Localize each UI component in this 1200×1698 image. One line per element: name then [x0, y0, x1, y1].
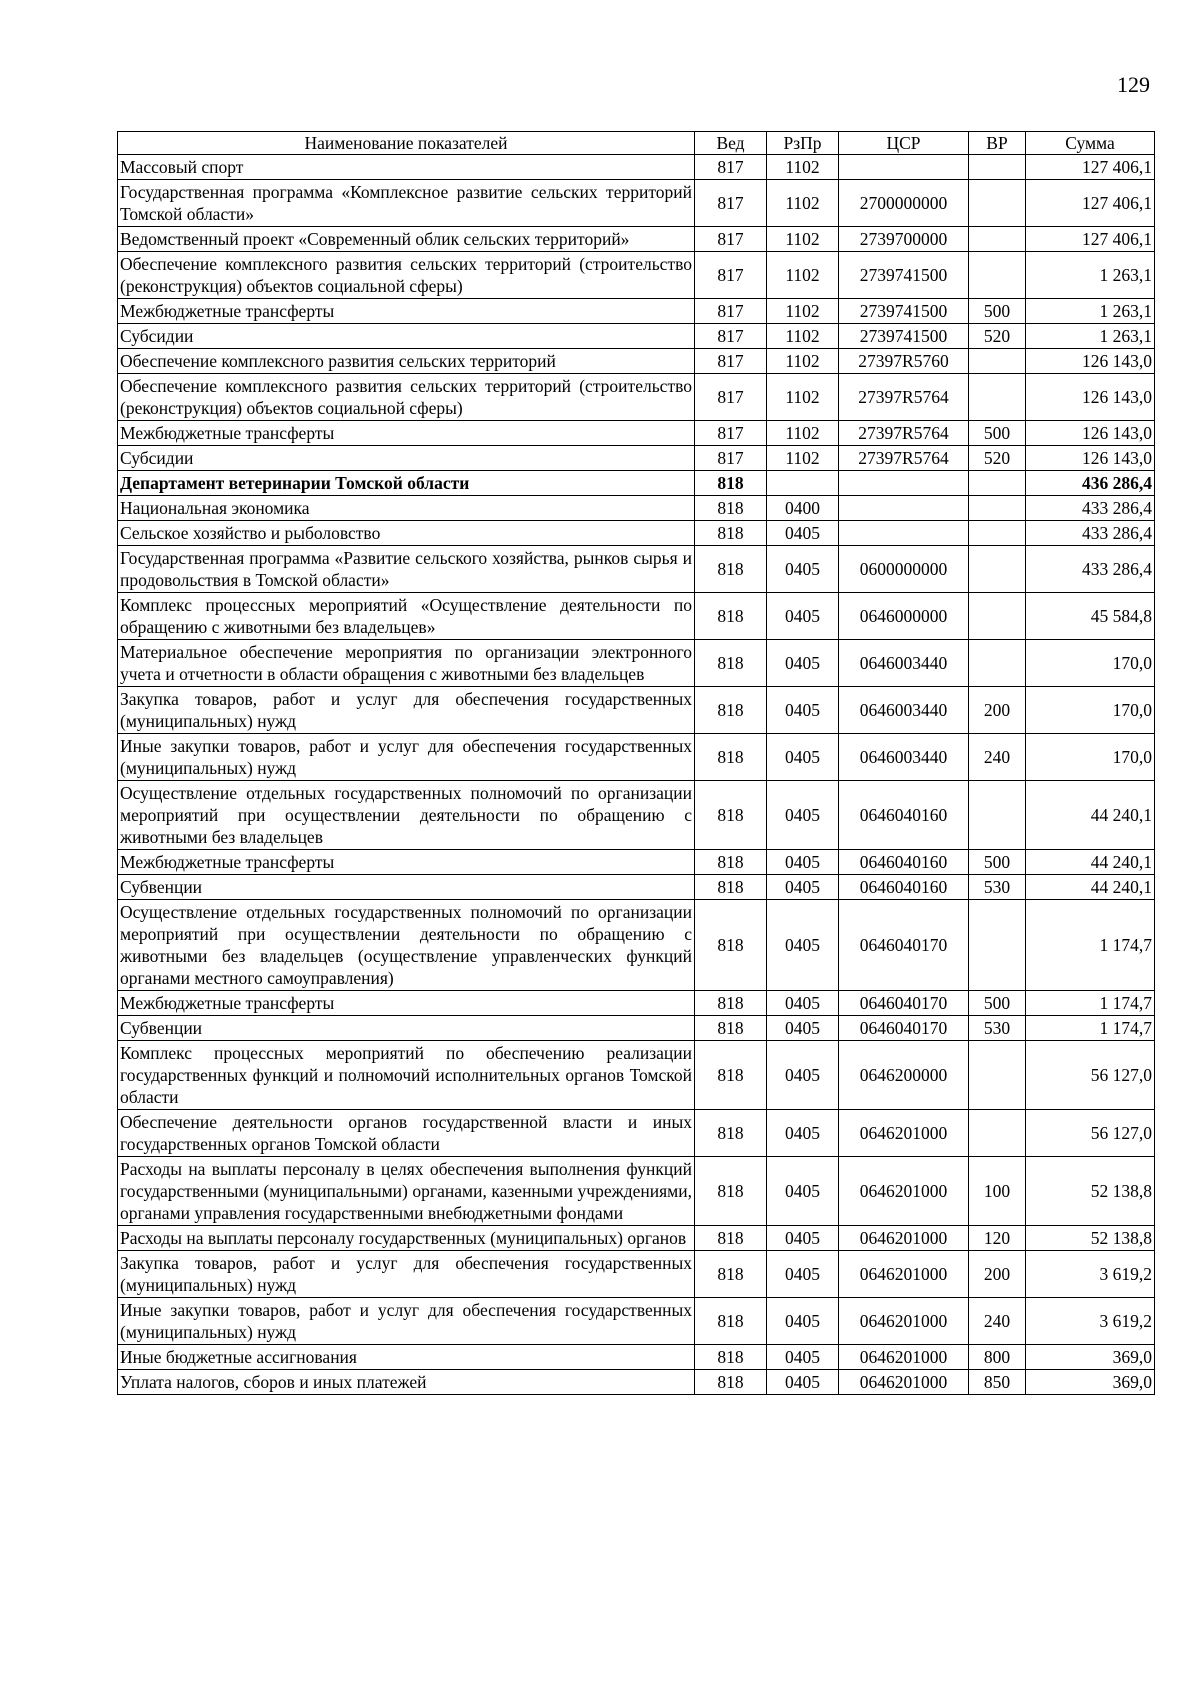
cell-rzpr: 0405 — [767, 1370, 839, 1395]
cell-csr: 27397R5760 — [839, 349, 969, 374]
cell-rzpr: 1102 — [767, 155, 839, 180]
cell-name: Обеспечение деятельности органов государственной власти и иных государственных органов Томской области — [118, 1110, 695, 1157]
table-row — [118, 496, 1155, 521]
cell-vr: 500 — [969, 991, 1026, 1016]
budget-table — [117, 131, 1155, 1395]
cell-name: Обеспечение комплексного развития сельских территорий — [118, 349, 695, 374]
cell-vr: 240 — [969, 1298, 1026, 1345]
table-row — [118, 991, 1155, 1016]
cell-rzpr: 1102 — [767, 180, 839, 227]
cell-vr: 200 — [969, 687, 1026, 734]
cell-sum: 170,0 — [1026, 640, 1155, 687]
cell-rzpr: 0405 — [767, 1041, 839, 1110]
cell-vr: 100 — [969, 1157, 1026, 1226]
cell-rzpr: 1102 — [767, 421, 839, 446]
cell-sum: 52 138,8 — [1026, 1226, 1155, 1251]
cell-ved: 818 — [695, 521, 767, 546]
cell-sum: 127 406,1 — [1026, 227, 1155, 252]
cell-rzpr: 0405 — [767, 593, 839, 640]
table-row — [118, 521, 1155, 546]
table-row — [118, 227, 1155, 252]
cell-name: Осуществление отдельных государственных полномочий по организации мероприятий при осуществлении деятельности по обращению с животными без владельцев (осуществление управленческих функций органами местного самоуправления) — [118, 900, 695, 991]
table-row — [118, 900, 1155, 991]
table-row — [118, 180, 1155, 227]
cell-csr: 0646040170 — [839, 900, 969, 991]
table-row — [118, 875, 1155, 900]
cell-ved: 818 — [695, 850, 767, 875]
cell-name: Национальная экономика — [118, 496, 695, 521]
table-row — [118, 1251, 1155, 1298]
column-header-name: Наименование показателей — [118, 132, 695, 155]
cell-csr: 0646201000 — [839, 1157, 969, 1226]
cell-rzpr: 0405 — [767, 1345, 839, 1370]
cell-ved: 818 — [695, 1226, 767, 1251]
cell-sum: 3 619,2 — [1026, 1298, 1155, 1345]
cell-csr: 0646201000 — [839, 1370, 969, 1395]
cell-rzpr: 1102 — [767, 227, 839, 252]
cell-name: Закупка товаров, работ и услуг для обеспечения государственных (муниципальных) нужд — [118, 1251, 695, 1298]
cell-ved: 817 — [695, 227, 767, 252]
cell-ved: 818 — [695, 1041, 767, 1110]
cell-vr: 800 — [969, 1345, 1026, 1370]
column-header-csr: ЦСР — [839, 132, 969, 155]
cell-name: Ведомственный проект «Современный облик сельских территорий» — [118, 227, 695, 252]
table-row — [118, 593, 1155, 640]
cell-name: Материальное обеспечение мероприятия по организации электронного учета и отчетности в области обращения с животными без владельцев — [118, 640, 695, 687]
cell-ved: 817 — [695, 446, 767, 471]
cell-name: Субвенции — [118, 875, 695, 900]
cell-rzpr: 1102 — [767, 324, 839, 349]
cell-vr — [969, 640, 1026, 687]
cell-sum: 1 174,7 — [1026, 1016, 1155, 1041]
cell-ved: 817 — [695, 252, 767, 299]
cell-sum: 52 138,8 — [1026, 1157, 1155, 1226]
table-row — [118, 687, 1155, 734]
column-header-sum: Сумма — [1026, 132, 1155, 155]
cell-rzpr: 0405 — [767, 1298, 839, 1345]
cell-csr: 27397R5764 — [839, 421, 969, 446]
cell-name: Департамент ветеринарии Томской области — [118, 471, 695, 496]
column-header-rzpr: РзПр — [767, 132, 839, 155]
cell-sum: 1 263,1 — [1026, 299, 1155, 324]
table-row — [118, 546, 1155, 593]
cell-rzpr: 0405 — [767, 875, 839, 900]
cell-rzpr: 0405 — [767, 640, 839, 687]
cell-name: Субсидии — [118, 446, 695, 471]
cell-vr — [969, 349, 1026, 374]
table-row — [118, 446, 1155, 471]
cell-csr: 0646201000 — [839, 1345, 969, 1370]
cell-vr: 520 — [969, 324, 1026, 349]
cell-csr: 2739741500 — [839, 324, 969, 349]
cell-rzpr: 0405 — [767, 1226, 839, 1251]
cell-rzpr — [767, 471, 839, 496]
cell-name: Межбюджетные трансферты — [118, 421, 695, 446]
cell-name: Закупка товаров, работ и услуг для обеспечения государственных (муниципальных) нужд — [118, 687, 695, 734]
cell-ved: 818 — [695, 1157, 767, 1226]
cell-csr: 0646003440 — [839, 687, 969, 734]
cell-vr — [969, 374, 1026, 421]
cell-vr — [969, 1110, 1026, 1157]
cell-ved: 817 — [695, 324, 767, 349]
cell-vr — [969, 900, 1026, 991]
cell-sum: 44 240,1 — [1026, 875, 1155, 900]
table-row — [118, 781, 1155, 850]
cell-csr: 27397R5764 — [839, 374, 969, 421]
cell-ved: 817 — [695, 299, 767, 324]
cell-sum: 126 143,0 — [1026, 446, 1155, 471]
cell-csr — [839, 521, 969, 546]
cell-name: Осуществление отдельных государственных полномочий по организации мероприятий при осуществлении деятельности по обращению с животными без владельцев — [118, 781, 695, 850]
table-header-row — [118, 132, 1155, 155]
cell-csr: 0646040160 — [839, 850, 969, 875]
cell-rzpr: 1102 — [767, 446, 839, 471]
cell-name: Уплата налогов, сборов и иных платежей — [118, 1370, 695, 1395]
cell-name: Обеспечение комплексного развития сельских территорий (строительство (реконструкция) объектов социальной сферы) — [118, 252, 695, 299]
cell-rzpr: 0405 — [767, 546, 839, 593]
cell-csr — [839, 471, 969, 496]
cell-vr — [969, 781, 1026, 850]
cell-name: Межбюджетные трансферты — [118, 991, 695, 1016]
cell-vr — [969, 593, 1026, 640]
cell-name: Комплекс процессных мероприятий по обеспечению реализации государственных функций и полномочий исполнительных органов Томской области — [118, 1041, 695, 1110]
table-row — [118, 374, 1155, 421]
cell-sum: 369,0 — [1026, 1370, 1155, 1395]
cell-rzpr: 0405 — [767, 1110, 839, 1157]
cell-csr: 0646040170 — [839, 991, 969, 1016]
cell-csr: 0646040160 — [839, 781, 969, 850]
cell-sum: 1 263,1 — [1026, 324, 1155, 349]
cell-name: Государственная программа «Комплексное развитие сельских территорий Томской области» — [118, 180, 695, 227]
cell-vr — [969, 546, 1026, 593]
column-header-ved: Вед — [695, 132, 767, 155]
cell-rzpr: 1102 — [767, 299, 839, 324]
cell-ved: 818 — [695, 1298, 767, 1345]
table-row — [118, 421, 1155, 446]
cell-name: Обеспечение комплексного развития сельских территорий (строительство (реконструкция) объектов социальной сферы) — [118, 374, 695, 421]
cell-rzpr: 0405 — [767, 991, 839, 1016]
cell-csr: 2700000000 — [839, 180, 969, 227]
cell-vr: 200 — [969, 1251, 1026, 1298]
cell-ved: 818 — [695, 640, 767, 687]
cell-ved: 817 — [695, 155, 767, 180]
cell-ved: 818 — [695, 471, 767, 496]
table-row — [118, 252, 1155, 299]
cell-sum: 369,0 — [1026, 1345, 1155, 1370]
cell-vr: 240 — [969, 734, 1026, 781]
cell-rzpr: 0405 — [767, 1016, 839, 1041]
cell-ved: 818 — [695, 900, 767, 991]
cell-sum: 433 286,4 — [1026, 496, 1155, 521]
cell-sum: 56 127,0 — [1026, 1041, 1155, 1110]
cell-sum: 1 174,7 — [1026, 991, 1155, 1016]
cell-rzpr: 1102 — [767, 374, 839, 421]
cell-sum: 126 143,0 — [1026, 349, 1155, 374]
cell-csr: 0646040170 — [839, 1016, 969, 1041]
table-row — [118, 299, 1155, 324]
column-header-vr: ВР — [969, 132, 1026, 155]
cell-name: Комплекс процессных мероприятий «Осуществление деятельности по обращению с животными без владельцев» — [118, 593, 695, 640]
table-row — [118, 324, 1155, 349]
table-row — [118, 1226, 1155, 1251]
cell-rzpr: 0405 — [767, 1157, 839, 1226]
cell-csr: 0646201000 — [839, 1298, 969, 1345]
cell-ved: 818 — [695, 1110, 767, 1157]
cell-rzpr: 0405 — [767, 900, 839, 991]
cell-sum: 170,0 — [1026, 734, 1155, 781]
cell-ved: 818 — [695, 875, 767, 900]
cell-sum: 433 286,4 — [1026, 546, 1155, 593]
table-row — [118, 155, 1155, 180]
cell-name: Сельское хозяйство и рыболовство — [118, 521, 695, 546]
cell-csr — [839, 496, 969, 521]
cell-name: Иные бюджетные ассигнования — [118, 1345, 695, 1370]
cell-csr: 0646003440 — [839, 640, 969, 687]
cell-csr: 0646040160 — [839, 875, 969, 900]
cell-csr: 0600000000 — [839, 546, 969, 593]
cell-name: Субсидии — [118, 324, 695, 349]
cell-ved: 818 — [695, 734, 767, 781]
cell-vr — [969, 471, 1026, 496]
cell-ved: 818 — [695, 546, 767, 593]
cell-name: Межбюджетные трансферты — [118, 850, 695, 875]
cell-vr — [969, 252, 1026, 299]
cell-ved: 817 — [695, 421, 767, 446]
table-row — [118, 1345, 1155, 1370]
cell-sum: 44 240,1 — [1026, 850, 1155, 875]
cell-csr: 0646000000 — [839, 593, 969, 640]
cell-vr — [969, 521, 1026, 546]
cell-vr — [969, 155, 1026, 180]
table-row — [118, 471, 1155, 496]
cell-vr — [969, 496, 1026, 521]
cell-rzpr: 0405 — [767, 521, 839, 546]
cell-ved: 818 — [695, 1345, 767, 1370]
cell-csr: 2739741500 — [839, 299, 969, 324]
cell-csr: 2739700000 — [839, 227, 969, 252]
cell-csr: 0646201000 — [839, 1251, 969, 1298]
cell-csr: 27397R5764 — [839, 446, 969, 471]
page-number: 129 — [1117, 72, 1150, 97]
cell-ved: 817 — [695, 180, 767, 227]
cell-ved: 818 — [695, 781, 767, 850]
cell-sum: 170,0 — [1026, 687, 1155, 734]
cell-csr: 0646003440 — [839, 734, 969, 781]
cell-rzpr: 0405 — [767, 850, 839, 875]
cell-sum: 45 584,8 — [1026, 593, 1155, 640]
cell-name: Расходы на выплаты персоналу в целях обеспечения выполнения функций государственными (муниципальными) органами, казенными учреждениями, органами управления государственными внебюджетными фондами — [118, 1157, 695, 1226]
cell-sum: 3 619,2 — [1026, 1251, 1155, 1298]
cell-name: Иные закупки товаров, работ и услуг для обеспечения государственных (муниципальных) нужд — [118, 734, 695, 781]
cell-csr: 2739741500 — [839, 252, 969, 299]
table-row — [118, 1370, 1155, 1395]
cell-sum: 56 127,0 — [1026, 1110, 1155, 1157]
cell-ved: 817 — [695, 349, 767, 374]
cell-sum: 127 406,1 — [1026, 180, 1155, 227]
cell-vr: 530 — [969, 1016, 1026, 1041]
cell-sum: 44 240,1 — [1026, 781, 1155, 850]
cell-name: Иные закупки товаров, работ и услуг для обеспечения государственных (муниципальных) нужд — [118, 1298, 695, 1345]
table-row — [118, 349, 1155, 374]
table-row — [118, 850, 1155, 875]
cell-vr — [969, 227, 1026, 252]
cell-vr — [969, 1041, 1026, 1110]
table-row — [118, 1016, 1155, 1041]
cell-sum: 126 143,0 — [1026, 374, 1155, 421]
cell-csr: 0646201000 — [839, 1226, 969, 1251]
cell-ved: 818 — [695, 991, 767, 1016]
table-row — [118, 1298, 1155, 1345]
table-row — [118, 1041, 1155, 1110]
cell-rzpr: 1102 — [767, 252, 839, 299]
cell-ved: 817 — [695, 374, 767, 421]
cell-csr — [839, 155, 969, 180]
cell-rzpr: 1102 — [767, 349, 839, 374]
table-row — [118, 1157, 1155, 1226]
cell-sum: 127 406,1 — [1026, 155, 1155, 180]
cell-ved: 818 — [695, 687, 767, 734]
cell-ved: 818 — [695, 1370, 767, 1395]
cell-name: Массовый спорт — [118, 155, 695, 180]
cell-name: Субвенции — [118, 1016, 695, 1041]
cell-rzpr: 0405 — [767, 734, 839, 781]
cell-rzpr: 0400 — [767, 496, 839, 521]
cell-name: Межбюджетные трансферты — [118, 299, 695, 324]
cell-vr: 520 — [969, 446, 1026, 471]
cell-ved: 818 — [695, 1251, 767, 1298]
cell-vr — [969, 180, 1026, 227]
table-row — [118, 640, 1155, 687]
cell-sum: 126 143,0 — [1026, 421, 1155, 446]
table-row — [118, 734, 1155, 781]
cell-vr: 850 — [969, 1370, 1026, 1395]
cell-ved: 818 — [695, 496, 767, 521]
table-row — [118, 1110, 1155, 1157]
cell-vr: 530 — [969, 875, 1026, 900]
cell-vr: 120 — [969, 1226, 1026, 1251]
cell-csr: 0646200000 — [839, 1041, 969, 1110]
cell-name: Государственная программа «Развитие сельского хозяйства, рынков сырья и продовольствия в Томской области» — [118, 546, 695, 593]
cell-vr: 500 — [969, 850, 1026, 875]
cell-rzpr: 0405 — [767, 687, 839, 734]
cell-vr: 500 — [969, 421, 1026, 446]
cell-ved: 818 — [695, 1016, 767, 1041]
cell-sum: 1 263,1 — [1026, 252, 1155, 299]
cell-name: Расходы на выплаты персоналу государственных (муниципальных) органов — [118, 1226, 695, 1251]
cell-rzpr: 0405 — [767, 781, 839, 850]
cell-sum: 436 286,4 — [1026, 471, 1155, 496]
cell-ved: 818 — [695, 593, 767, 640]
cell-sum: 1 174,7 — [1026, 900, 1155, 991]
cell-sum: 433 286,4 — [1026, 521, 1155, 546]
cell-rzpr: 0405 — [767, 1251, 839, 1298]
cell-csr: 0646201000 — [839, 1110, 969, 1157]
cell-vr: 500 — [969, 299, 1026, 324]
